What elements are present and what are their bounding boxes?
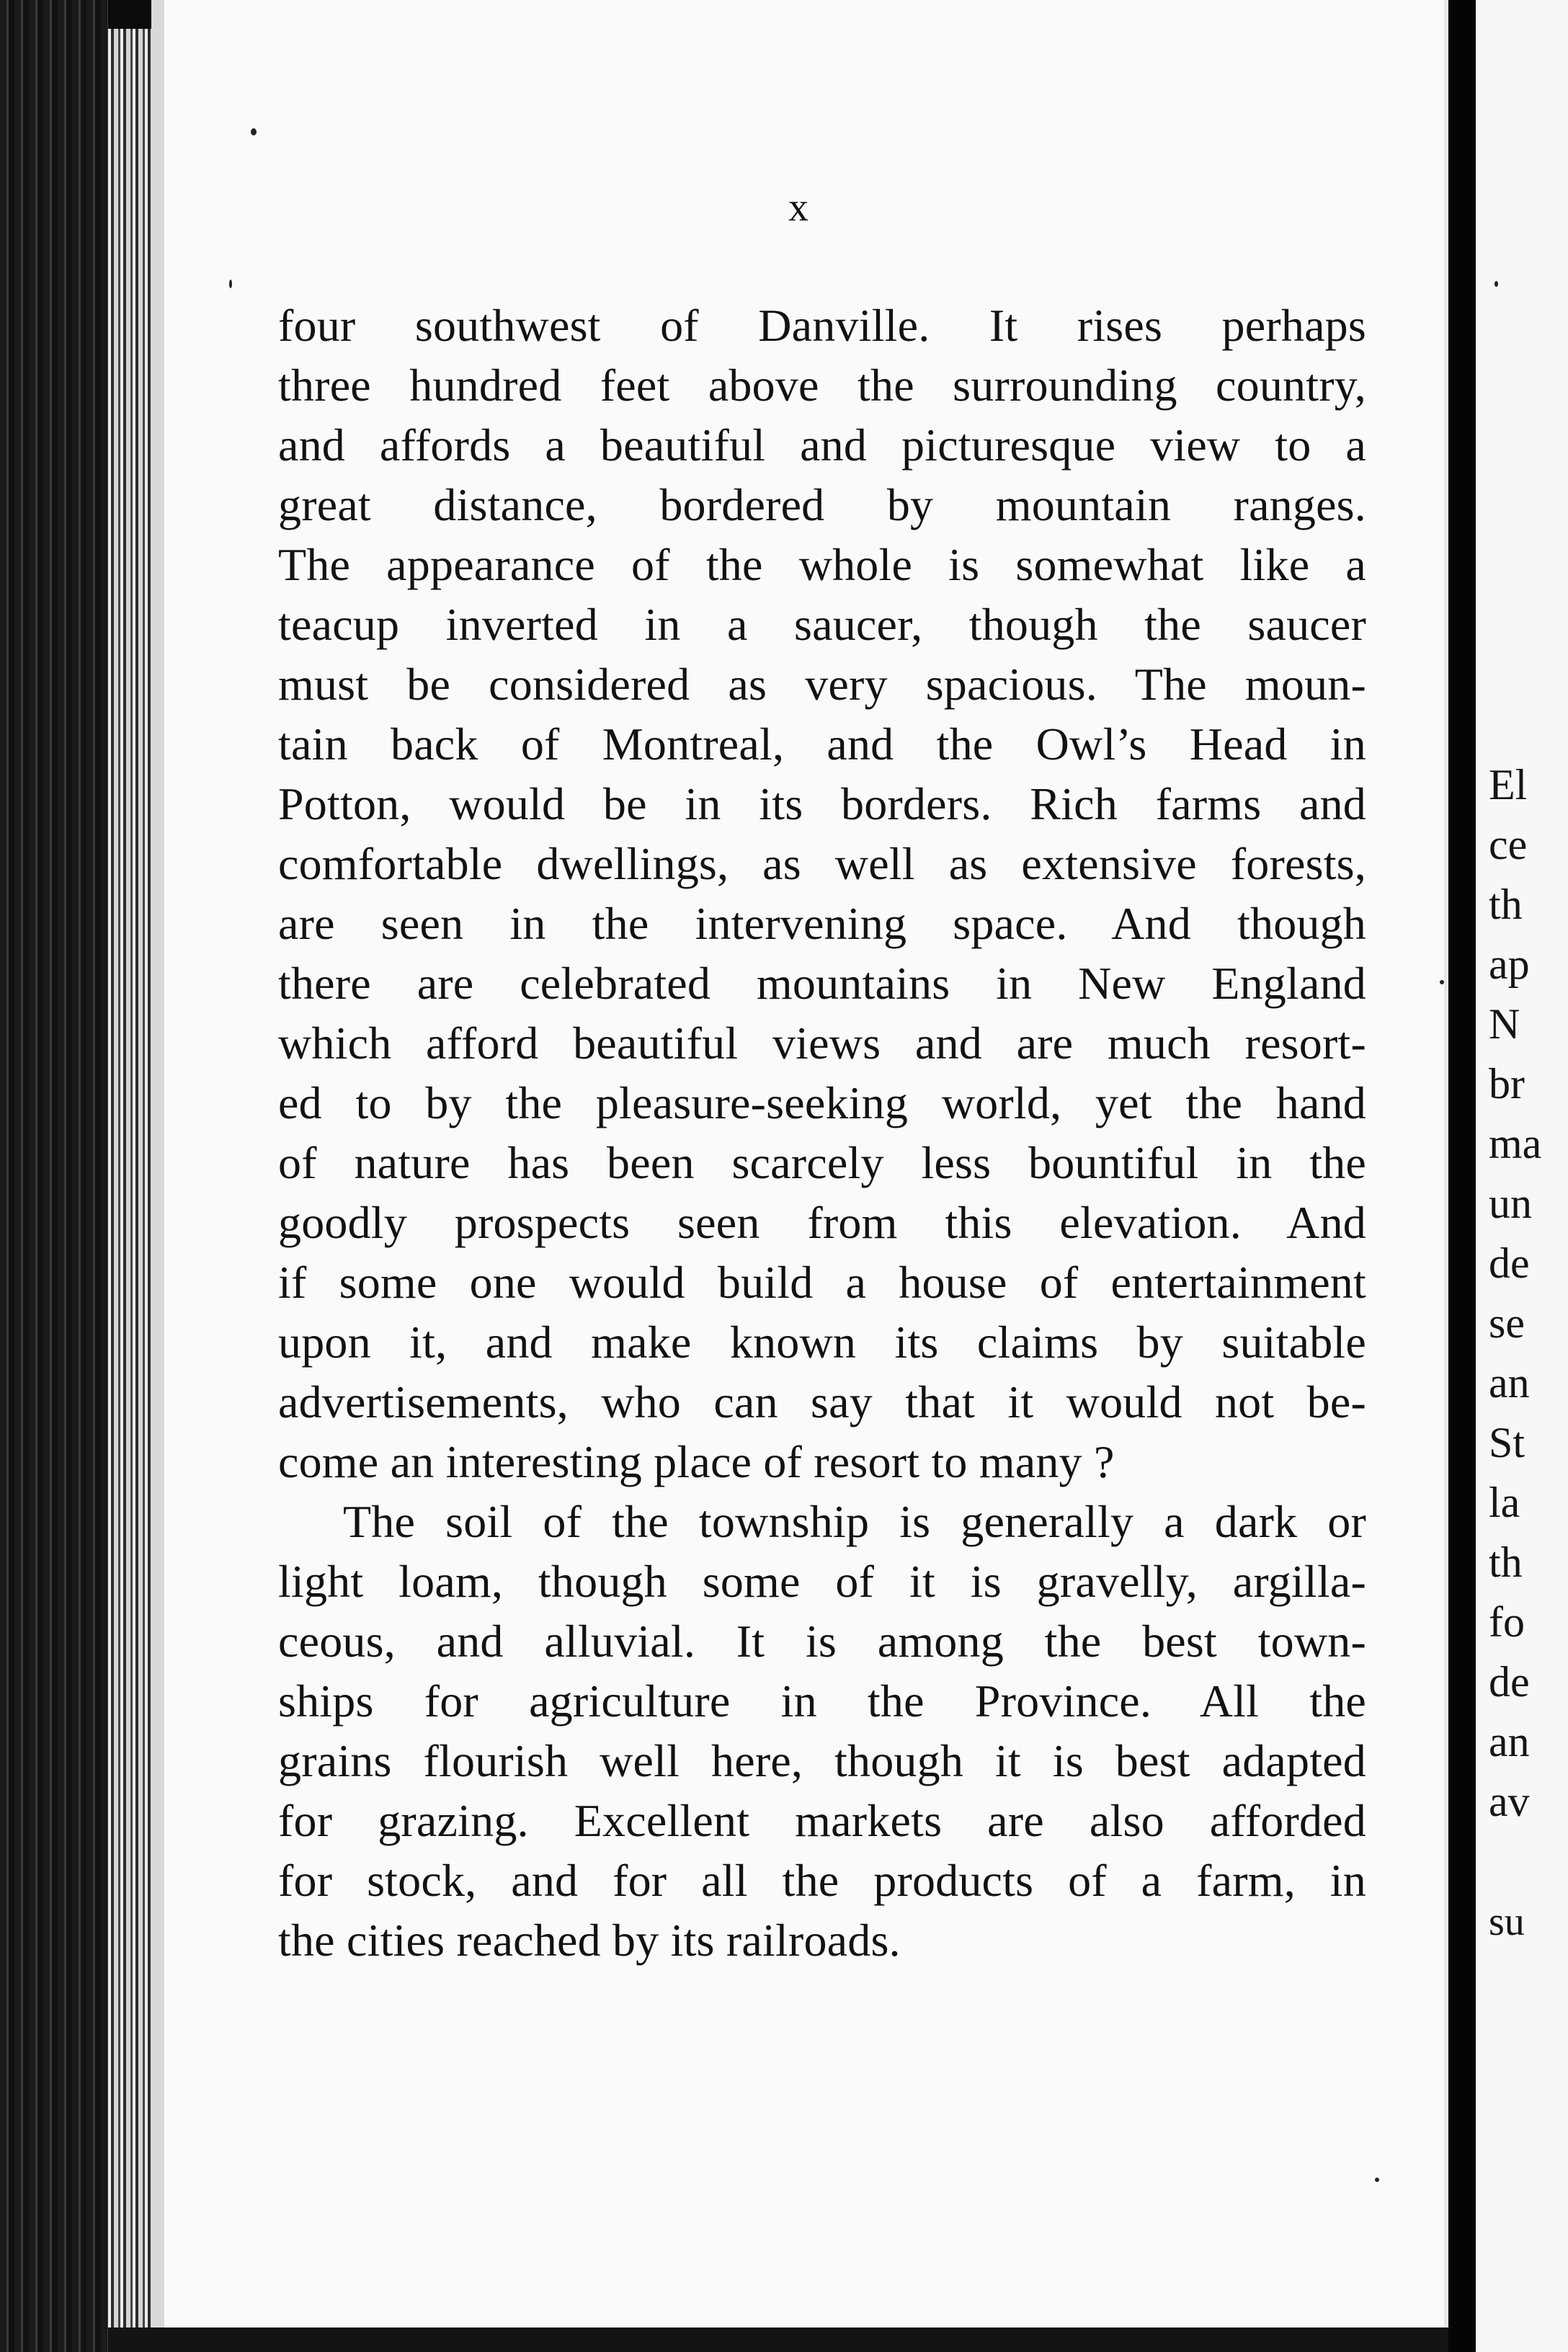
- scan-speck: [229, 280, 232, 288]
- text-line: of nature has been scarcely less bountiful in the: [278, 1137, 1366, 1188]
- facing-page-fragment: la: [1489, 1479, 1520, 1526]
- facing-page-fragment: se: [1489, 1299, 1525, 1347]
- facing-page-text: [1476, 755, 1541, 1832]
- text-line: ed to by the pleasure-seeking world, yet the hand: [278, 1077, 1366, 1128]
- page-stack-edge: [108, 29, 151, 2342]
- text-line: if some one would build a house of entertainment: [278, 1257, 1366, 1308]
- text-line: three hundred feet above the surrounding country,: [278, 360, 1366, 411]
- facing-page-fragment: th: [1489, 881, 1523, 928]
- facing-page-bottom-fragment: su: [1489, 1899, 1525, 1944]
- text-line: teacup inverted in a saucer, though the saucer: [278, 599, 1366, 650]
- facing-page-fragment: br: [1489, 1060, 1525, 1108]
- text-line: for grazing. Excellent markets are also afforded: [278, 1795, 1366, 1846]
- facing-page-fragment: av: [1489, 1778, 1530, 1825]
- facing-page-fragment: N: [1489, 1000, 1520, 1048]
- page-number: x: [788, 185, 808, 230]
- text-line: upon it, and make known its claims by suitable: [278, 1317, 1366, 1368]
- facing-page-fragment: th: [1489, 1538, 1523, 1586]
- text-line: must be considered as very spacious. The moun-: [278, 659, 1366, 710]
- text-line: goodly prospects seen from this elevation. And: [278, 1197, 1366, 1248]
- facing-page-fragment: an: [1489, 1359, 1530, 1407]
- facing-page-edge: [1476, 0, 1568, 2352]
- text-line: are seen in the intervening space. And though: [278, 898, 1366, 949]
- text-line: tain back of Montreal, and the Owl’s Head in: [278, 718, 1366, 770]
- body-text: [278, 295, 1366, 1970]
- scan-speck: [251, 128, 257, 135]
- text-line: great distance, bordered by mountain ranges.: [278, 479, 1366, 530]
- text-line: light loam, though some of it is gravelly, argilla-: [278, 1556, 1366, 1607]
- scan-speck: [1494, 281, 1498, 287]
- facing-page-fragment: ma: [1489, 1120, 1542, 1167]
- facing-page-fragment: un: [1489, 1180, 1532, 1227]
- facing-page-fragment: ap: [1489, 940, 1530, 988]
- facing-page-fragment: fo: [1489, 1598, 1525, 1646]
- facing-page-fragment: de: [1489, 1239, 1530, 1287]
- text-line: for stock, and for all the products of a farm, in: [278, 1855, 1366, 1906]
- text-line: there are celebrated mountains in New England: [278, 958, 1366, 1009]
- paragraph-start-line: The soil of the township is generally a dark or: [343, 1496, 1366, 1547]
- text-line: grains flourish well here, though it is best adapted: [278, 1735, 1366, 1786]
- text-line: four southwest of Danville. It rises perhaps: [278, 300, 1366, 351]
- page-bottom-edge: [108, 2328, 1448, 2352]
- facing-page-fragment: de: [1489, 1658, 1530, 1706]
- text-line: come an interesting place of resort to many ?: [278, 1436, 1115, 1487]
- text-line: Potton, would be in its borders. Rich farms and: [278, 778, 1366, 829]
- text-line: ships for agriculture in the Province. All the: [278, 1675, 1366, 1727]
- book-spine: [1448, 0, 1476, 2352]
- text-line: which afford beautiful views and are much resort-: [278, 1017, 1366, 1069]
- facing-page-fragment: St: [1489, 1419, 1525, 1466]
- book-edge-left: [0, 0, 108, 2352]
- scan-speck: [1440, 980, 1444, 984]
- text-line: advertisements, who can say that it would not be-: [278, 1376, 1366, 1427]
- facing-page-fragment: ce: [1489, 821, 1528, 868]
- facing-page-fragment: El: [1489, 761, 1528, 808]
- text-line: the cities reached by its railroads.: [278, 1915, 901, 1966]
- text-line: and affords a beautiful and picturesque view to a: [278, 419, 1366, 471]
- scan-speck: [1375, 2178, 1379, 2182]
- text-line: comfortable dwellings, as well as extensive forests,: [278, 838, 1366, 889]
- text-line: ceous, and alluvial. It is among the best town-: [278, 1616, 1366, 1667]
- facing-page-fragment: an: [1489, 1718, 1530, 1765]
- text-line: The appearance of the whole is somewhat like a: [278, 539, 1366, 590]
